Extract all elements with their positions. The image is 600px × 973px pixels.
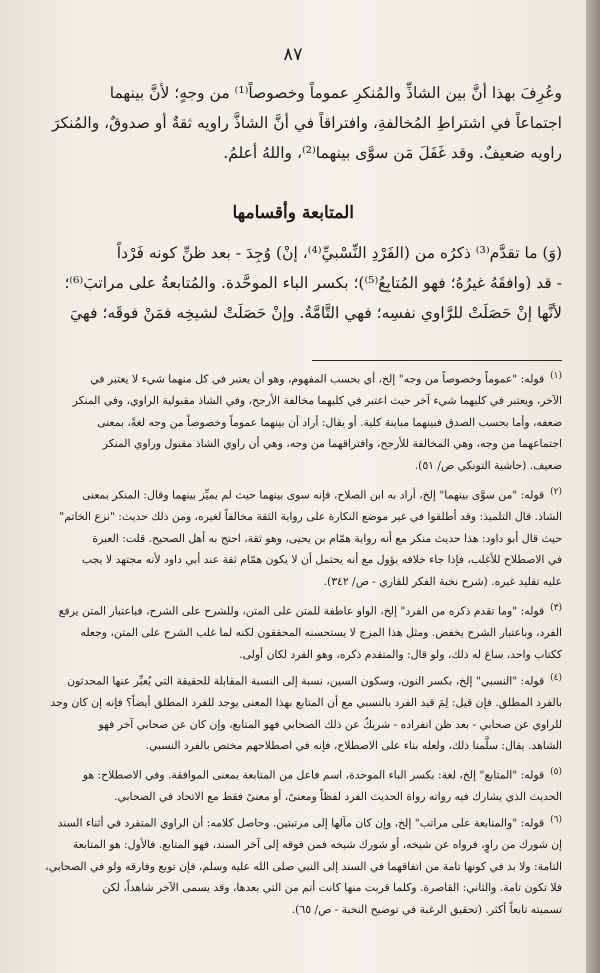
footnote-5	[30, 762, 562, 808]
footnote-line: ضعيف. (حاشية التونكي ص/ ٥١).	[414, 458, 562, 472]
footnote-line: للراوي عن صحابي - بعد ظن انفراده - شريكٌ عن ذلك الصحابي فهو المتابع، وإن كان عن صحابي آخر فهو	[98, 717, 562, 731]
section-heading: المتابعة وأقسامها	[232, 203, 354, 223]
footnote-3	[30, 598, 562, 665]
footnote-line: إن شورك من راوٍ، فرواه عن شيخه، أو شورك شيخه فمن فوقه إلى آخر السند، فهو المتابع. فالأول: هو المتابعة	[72, 838, 562, 852]
footnote-divider	[312, 360, 562, 361]
footnote-number: (٦)	[550, 815, 562, 825]
footnote-line: الشاهد. يقال: سلَّمنا ذلك، ولعله بناء على الاصطلاح، فإنه في اصطلاحهم مختص بالفرد النسبي.	[145, 739, 562, 753]
footnote-line: $^{(٢)}$قوله: "من سوَّى بينهما" إلخ، أراد به ابن الصلاح، فإنه سوى بينهما حيث لم يميِّز بينهما وقال: المنكر بمعنى	[82, 487, 562, 502]
text-line: وعُرِفَ بهذا أنَّ بين الشاذِّ والمُنكرِ عموماً وخصوصاً⁽¹⁾ من وجهٍ؛ لأنَّ بينهما	[109, 84, 562, 102]
footnote-1	[30, 366, 562, 477]
footnote-2	[30, 482, 562, 593]
text-line: (وَ) ما تقدَّم⁽³⁾ ذكرُه من (الفَرْدِ النِّسْبيِّ⁽⁴⁾، إنْ) وُجِدَ - بعد ظنِّ كونه فَرْداً	[116, 244, 562, 262]
footnote-line: فلا تكون تامة. والثاني: القاصرة. وكلما قربت منها كانت أتم من التي بعدها، وقد يسمى الآخر شاهداً، لكن	[102, 881, 562, 895]
second-paragraph	[42, 238, 562, 328]
footnote-number: (١)	[550, 371, 562, 381]
footnote-line: التامة: ولا بد في كونها تامة من اتفاقهما في السند إلى النبي صلى الله عليه وسلم، فإن توبع وفارقه ولو في الصحابي،	[45, 859, 562, 873]
text-line: راويه ضعيفٌ. وقد غَفَلَ مَن سوَّى بينهما⁽²⁾، واللهُ أعلمُ.	[223, 144, 562, 162]
footnote-4	[30, 668, 562, 757]
footnote-line: تسميته تابعاً أكثر. (تحقيق الرغبة في توضيح النخبة - ص/ ٦٥).	[291, 902, 562, 916]
footnote-line: $^{(٣)}$قوله: "وما تقدم ذكره من الفرد" إلخ، الواو عاطفة للمتن على المتن، وللشرح على الشرح، فباعتبار المتن يرفع	[58, 603, 562, 618]
footnote-line: $^{(١)}$قوله: "عموماً وخصوصاً من وجه" إلخ، أي بحسب المفهوم، وهو أن يعتبر في كل منهما شيء لا يعتبر في	[90, 371, 562, 386]
footnote-line: عليه تقليد غيره. (شرح نخبة الفكر للقاري - ص/ ٣٤٢).	[323, 574, 562, 588]
text-line: اجتماعاً في اشتراطِ المُخالفةِ، وافتراقاً في أنَّ الشاذَّ راويه ثقةٌ أو صدوقٌ، والمُنكرَ	[51, 114, 562, 132]
footnote-line: الحديث الذي يشارك فيه رواته رواة الحديث الفرد لفظاً ومعنىً، أو معنىً فقط مع الاتحاد في الصحابي.	[114, 790, 562, 804]
footnote-line: ككتاب واحد، ساغ له ذلك، ولو قال: والمتقدم ذكره، وهو الفرد لكان أولى.	[239, 647, 562, 661]
footnote-line: حيث قال أبو داود: هذا حديث منكر مع أنه رواية همّام بن يحيى، وهو ثقة، احتج به أهل الصحيح. قلت: العبرة	[92, 531, 562, 545]
footnote-line: $^{(٥)}$قوله: "المتابع" إلخ، لغة: بكسر الباء الموحدة، اسم فاعل من المتابعة بمعنى الموافقة. وفي الاصطلاح: هو	[82, 767, 562, 782]
top-paragraph	[42, 78, 562, 168]
footnote-number: (٣)	[550, 603, 562, 613]
footnote-number: (٢)	[550, 487, 562, 497]
page-edge	[586, 0, 600, 973]
footnote-number: (٥)	[550, 767, 562, 777]
footnote-line: الفرد، وباعتبار الشرح يخفض. ومثل هذا المزج لا يستحسنه المحققون لكنه لما غلب الشرح على المتن، وجعله	[80, 626, 562, 640]
text-line: لأنَّها إنْ حَصَلَتْ للرَّاوي نفسِه؛ فهي التَّامَّةُ. وإنْ حَصَلَتْ لشيخِه فمَنْ فوقَه؛ فهيَ	[70, 304, 562, 322]
page-number: ٨٧	[283, 44, 303, 65]
footnote-line: الآخر، ويعتبر في كليهما شيء آخر حيث اعتبر في كليهما مخالفة الأرجح، وفي الشاذ مقبولية الراوي، وفي المنكر	[72, 394, 562, 408]
footnote-line: الشاذ. قال التلميذ: وقد أطلقوا في غير موضع النكارة على رواية الثقة مخالفاً لغيره، ومن ذلك حديث: "نزع الخاتم"	[59, 510, 562, 524]
footnote-line: $^{(٦)}$قوله: "والمتابعة على مراتب" إلخ، وإن كان مآلها إلى مرتبتين. وحاصل كلامه: أن الراوي المتفرد في أثناء السند	[57, 815, 562, 830]
footnote-line: اجتماعهما من وجه، وهي المخالفة للأرجح، وافتراقهما من وجه، وهي أن راوي الشاذ مقبول وراوي المنكر	[102, 437, 562, 451]
footnote-number: (٤)	[550, 673, 562, 683]
footnote-line: $^{(٤)}$قوله: "النسبي" إلخ، بكسر النون، وسكون السين، نسبة إلى النسبة المقابلة للحقيقة التي يُعبِّر عنها المحدثون	[67, 673, 562, 688]
footnote-line: في الاصطلاح للأغلب، فإذا جاء خلافه يؤول مع أنه يحتمل أن لا يكون همّام ثقة عند أبي داود لأنه مجتهد لا يجب	[81, 553, 562, 567]
footnote-line: بالفرد المطلق. فإن قيل: لِمَ قيد الفرد بالنسبي مع أن المتابع بهذا المعنى يوجد للفرد المطلق أيضاً؟ فإنه إن كان وجد	[50, 696, 562, 710]
footnote-6	[30, 810, 562, 921]
text-line: - قد (وافقَهُ غيرُهُ؛ فهو المُتابِعُ⁽⁵⁾)؛ بكسر الباء الموحَّدة. والمُتابعةُ على مراتبَ⁽⁶⁾؛	[64, 274, 562, 292]
footnote-line: ضعفه، وأما بحسب الصدق فبينهما مباينة كلية. أو يقال: أراد أن بينهما عموماً وخصوصاً من وجه لغةً، بمعنى	[97, 415, 562, 429]
